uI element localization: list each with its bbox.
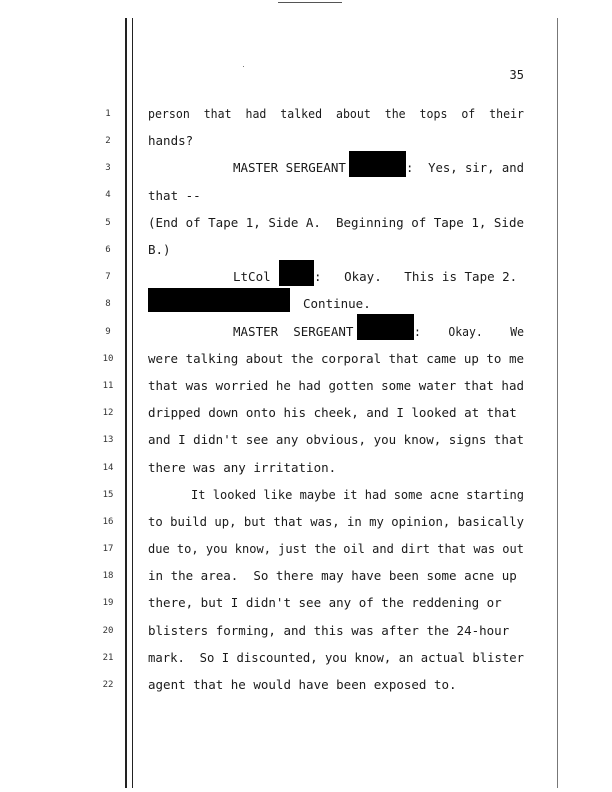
transcript-line-2: hands? [148,133,194,148]
line-number: 16 [102,517,114,527]
transcript-line-20: blisters forming, and this was after the 24-hour [148,623,510,638]
left-margin-rule-outer [125,18,127,788]
line-number: 8 [105,299,111,309]
line-number: 6 [105,245,111,255]
transcript-line-6: B.) [148,242,171,257]
transcript-line-1: person that had talked about the tops of their [148,106,524,121]
transcript-line-15: It looked like maybe it had some acne starting [191,487,524,502]
transcript-line-9: : Okay. We [414,324,524,339]
line-number: 11 [102,381,114,391]
scan-speck [243,66,244,67]
redaction-block [349,151,406,177]
transcript-line-17: due to, you know, just the oil and dirt that was out [148,541,524,556]
line-number: 5 [105,218,111,228]
line-number: 9 [105,327,111,337]
transcript-line-8: Continue. [303,296,371,311]
line-number: 17 [102,544,114,554]
speaker-label-line-7: LtCol [233,269,271,284]
transcript-line-12: dripped down onto his cheek, and I looked at that [148,405,517,420]
transcript-line-5: (End of Tape 1, Side A. Beginning of Tape 1, Side [148,215,524,230]
transcript-line-3: : Yes, sir, and [406,160,524,175]
left-margin-rule-inner [132,18,133,788]
line-number: 13 [102,435,114,445]
line-number: 15 [102,490,114,500]
transcript-line-22: agent that he would have been exposed to. [148,677,457,692]
line-number: 10 [102,354,114,364]
transcript-line-19: there, but I didn't see any of the reddening or [148,595,502,610]
redaction-block [279,260,314,286]
transcript-line-4: that -- [148,188,201,203]
speaker-label-line-9: MASTER SERGEANT [233,324,354,339]
transcript-line-21: mark. So I discounted, you know, an actual blister [148,650,524,665]
transcript-line-11: that was worried he had gotten some water that had [148,378,524,393]
line-number: 19 [102,598,114,608]
line-number: 22 [102,680,114,690]
page-number: 35 [509,68,524,82]
transcript-line-16: to build up, but that was, in my opinion, basically [148,514,524,529]
line-number: 3 [105,163,111,173]
line-number: 2 [105,136,111,146]
right-margin-rule [557,18,558,788]
transcript-line-18: in the area. So there may have been some acne up [148,568,517,583]
line-number: 7 [105,272,111,282]
line-number: 18 [102,571,114,581]
transcript-line-10: were talking about the corporal that came up to me [148,351,524,366]
speaker-label-line-3: MASTER SERGEANT [233,160,346,175]
transcript-line-13: and I didn't see any obvious, you know, signs that [148,432,524,447]
line-number: 20 [102,626,114,636]
line-number: 1 [105,109,111,119]
top-edge-mark [278,2,342,3]
line-number: 4 [105,190,111,200]
transcript-line-7: : Okay. This is Tape 2. [314,269,518,284]
redaction-block [148,288,290,312]
redaction-block [357,314,414,340]
line-number: 21 [102,653,114,663]
line-number: 12 [102,408,114,418]
line-number: 14 [102,463,114,473]
transcript-line-14: there was any irritation. [148,460,337,475]
